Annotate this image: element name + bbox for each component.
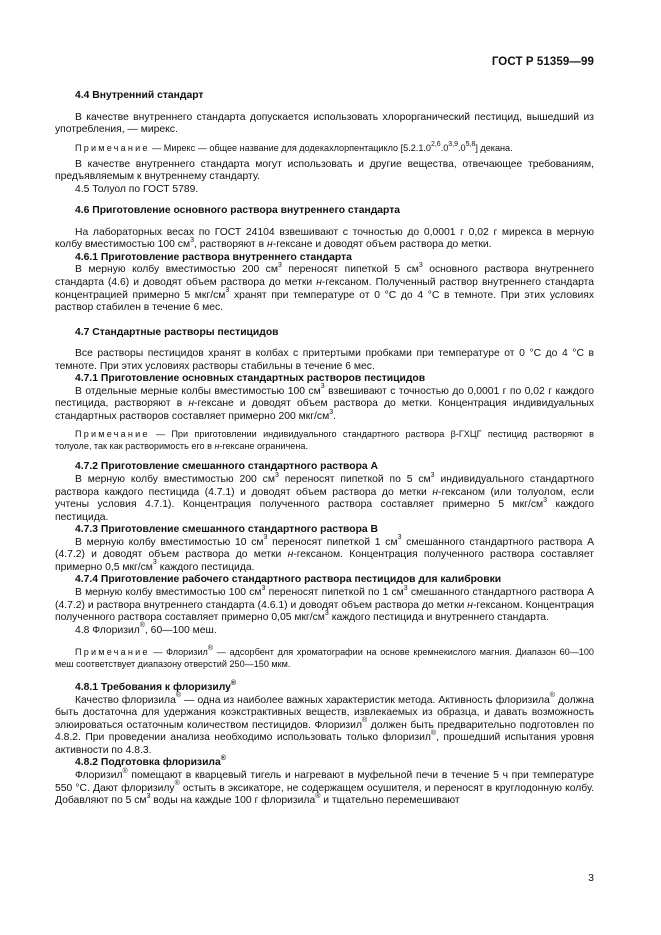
note: Примечание — Флоризил® — адсорбент для хроматографии на основе кремнекислого магния. Диапазон 60—100 меш соответствует диапазону отверстий 250—150 мкм. xyxy=(55,645,594,670)
paragraph: В отдельные мерные колбы вместимостью 100 $см^3$ взвешивают с точностью до 0,0001 г по 0,02 г каждого пестицида, растворяют в н-гексане и доводят объем раствора до метки. Концентрация индивидуальных стандартных растворов составляет примерно 200 мкг/$см^3$. xyxy=(55,383,594,422)
document-id: ГОСТ Р 51359—99 xyxy=(491,56,594,68)
page-number: 3 xyxy=(588,872,594,884)
note-label: Примечание xyxy=(75,142,150,153)
section-heading-4-8-2: 4.8.2 Подготовка флоризила® xyxy=(75,754,226,769)
document-body xyxy=(55,90,594,808)
section-4-8: 4.8 Флоризил®, 60—100 меш. xyxy=(75,622,217,636)
section-heading-4-6-1: 4.6.1 Приготовление раствора внутреннего стандарта xyxy=(75,251,352,263)
section-heading-4-7-1: 4.7.1 Приготовление основных стандартных растворов пестицидов xyxy=(75,373,426,385)
note: Примечание — При приготовлении индивидуального стандартного раствора β-ГХЦГ пестицид растворяют в толуоле, так как растворимость его в н-гексане ограничена. xyxy=(55,429,594,452)
note: Примечание — Мирекс — общее название для додекахлорпентацикло [5.2.1.0$^{2,6}$.0$^{3,9}$.0$^{5,8}$] декана. xyxy=(75,140,513,153)
note-label: Примечание xyxy=(75,429,150,440)
section-heading-4-7-2: 4.7.2 Приготовление смешанного стандартного раствора А xyxy=(75,461,378,473)
section-heading-4-6: 4.6 Приготовление основного раствора внутреннего стандарта xyxy=(75,205,401,217)
section-heading-4-8-1: 4.8.1 Требования к флоризилу® xyxy=(75,679,237,694)
note-label: Примечание xyxy=(75,647,150,658)
paragraph: Все растворы пестицидов хранят в колбах с притертыми пробками при температуре от 0 °С до 4 °С в темноте. При этих условиях растворы стабильны в течение 6 мес. xyxy=(55,348,594,372)
section-heading-4-7-3: 4.7.3 Приготовление смешанного стандартного раствора В xyxy=(75,524,378,536)
section-heading-4-4: 4.4 Внутренний стандарт xyxy=(75,90,204,101)
paragraph: Качество флоризила® — одна из наиболее важных характеристик метода. Активность флоризила® должна быть достаточна для удержания коэкстрактивных веществ, извлекаемых из образца, и давать возможность элюироваться остаточным количеством пестицидов. Флоризил® должен быть предварительно подготовлен по 4.8.2. При проведении анализа необходимо использовать только флоризил®, прошедший испытания уровня активности по 4.8.3. xyxy=(55,692,595,756)
section-heading-4-7-4: 4.7.4 Приготовление рабочего стандартного раствора пестицидов для калибровки xyxy=(75,574,502,586)
paragraph: В качестве внутреннего стандарта допускается использовать хлорорганический пестицид, вышедший из употребления, — мирекс. xyxy=(55,111,594,136)
paragraph: На лабораторных весах по ГОСТ 24104 взвешивают с точностью до 0,0001 г 0,02 г мирекса в мерную колбу вместимостью 100 $см^3$, растворяют в н-гексане и доводят объем раствора до метки. xyxy=(55,226,594,251)
paragraph: В мерную колбу вместимостью 200 $см^3$ переносят пипеткой 5 $см^3$ основного раствора внутреннего стандарта (4.6) и доводят объем раствора до метки н-гексаном. Полученный раствор внутреннего стандарта концентрацией примерно 5 мкг/$см^3$ хранят при температуре от 0 °С до 4 °С в темноте. При этих условиях раствор стабилен в течение 6 мес. xyxy=(55,262,594,314)
section-heading-4-7: 4.7 Стандартные растворы пестицидов xyxy=(75,326,279,338)
paragraph: В мерную колбу вместимостью 100 $см^3$ переносят пипеткой по 1 $см^3$ смешанного стандартного раствора А (4.7.2) и раствора внутреннего стандарта (4.6.1) и доводят объем раствора до метки н-гексаном. Концентрация полученного раствора составляет примерно 0,05 мкг/$см^3$ каждого пестицида и внутреннего стандарта. xyxy=(55,584,594,624)
paragraph: Флоризил® помещают в кварцевый тигель и нагревают в муфельной печи в течение 5 ч при температуре 550 °С. Дают флоризилу® остыть в эксикаторе, не содержащем осушителя, и переносят в круглодонную колбу. Добавляют по 5 $см^3$ воды на каждые 100 г флоризила® и тщательно перемешивают xyxy=(55,767,594,807)
section-4-5: 4.5 Толуол по ГОСТ 5789. xyxy=(75,183,199,195)
paragraph: В качестве внутреннего стандарта могут использовать и другие вещества, отвечающее требованиям, предъявляемым к внутреннему стандарту. xyxy=(55,158,594,183)
paragraph: В мерную колбу вместимостью 200 $см^3$ переносят пипеткой по 5 $см^3$ индивидуального стандартного раствора каждого пестицида (4.7.1) и доводят объем раствора до метки н-гексаном (или толуолом, если учтены условия 4.7.1). Концентрация полученного раствора составляет примерно 5 мкг/$см^3$ каждого пестицида. xyxy=(55,471,594,523)
paragraph: В мерную колбу вместимостью 10 $см^3$ переносят пипеткой 1 $см^3$ смешанного стандартного раствора А (4.7.2) и доводят объем раствора до метки н-гексаном. Концентрация полученного раствора составляет примерно 0,5 мкг/$см^3$ каждого пестицида. xyxy=(55,534,594,573)
